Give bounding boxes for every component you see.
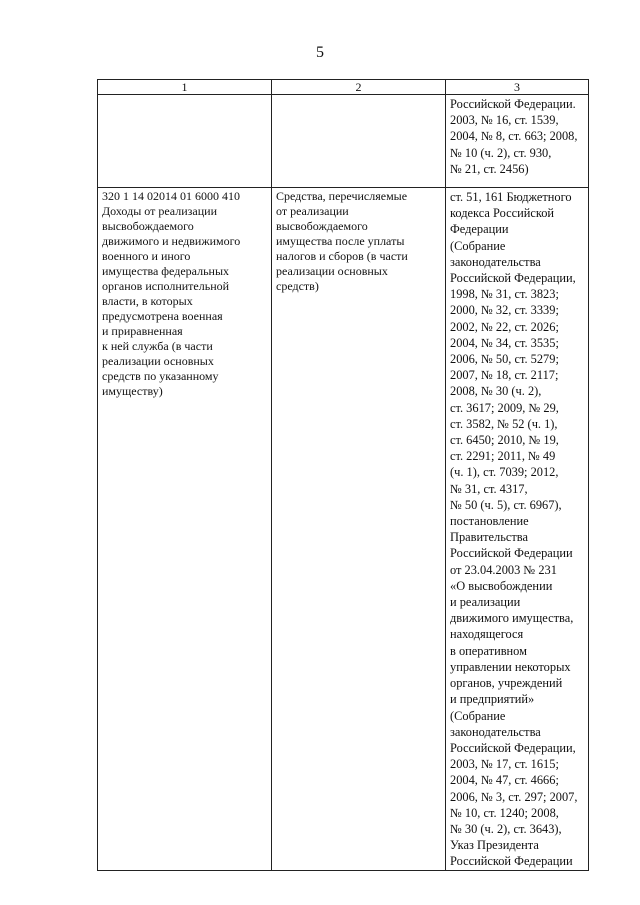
- income-source-description: Средства, перечисляемые от реализации высвобождаемого имущества после уплаты налогов и сборов (в части реализации основных средств): [276, 189, 408, 293]
- table-row-continuation: [98, 95, 589, 188]
- table-cell: [98, 188, 272, 871]
- table-cell: [446, 188, 589, 871]
- table-cell: [272, 95, 446, 188]
- table-cell: [98, 95, 272, 188]
- column-header-3: 3: [446, 80, 589, 95]
- cell-text-col3: Российской Федерации. 2003, № 16, ст. 1539, 2004, № 8, ст. 663; 2008, № 10 (ч. 2), ст. 930, № 21, ст. 2456): [450, 97, 578, 176]
- page-number: 5: [316, 44, 324, 61]
- table-cell: [446, 95, 589, 188]
- table-cell: [272, 188, 446, 871]
- cell-text-col1: [98, 95, 271, 96]
- document-table: [97, 79, 589, 871]
- table-row-income-code: [98, 188, 589, 871]
- legal-references: ст. 51, 161 Бюджетного кодекса Российской Федерации (Собрание законодательства Российской Федерации, 1998, № 31, ст. 3823; 2000, № 32, ст. 3339; 2002, № 22, ст. 2026; 2004, № 34, ст. 3535; 2006, № 50, ст. 5279; 2007, № 18, ст. 2117; 2008, № 30 (ч. 2), ст. 3617; 2009, № 29, ст. 3582, № 52 (ч. 1), ст. 6450; 2010, № 19, ст. 2291; 2011, № 49 (ч. 1), ст. 7039; 2012, № 31, ст. 4317, № 50 (ч. 5), ст. 6967), постановление Правительства Российской Федерации от 23.04.2003 № 231 «О высвобождении и реализации движимого имущества, находящегося в оперативном управлении некоторых органов, учреждений и предприятий» (Собрание законодательства Российской Федерации, 2003, № 17, ст. 1615; 2004, № 47, ст. 4666; 2006, № 3, ст. 297; 2007, № 10, ст. 1240; 2008, № 30 (ч. 2), ст. 3643), Указ Президента Российской Федерации: [450, 190, 578, 869]
- column-header-1: 1: [98, 80, 272, 95]
- column-header-2: 2: [272, 80, 446, 95]
- table-header-row: [98, 80, 589, 95]
- cell-text-col2: [272, 95, 445, 96]
- income-code-description: 320 1 14 02014 01 6000 410 Доходы от реализации высвобождаемого движимого и недвижимого военного и иного имущества федеральных органов исполнительной власти, в которых предусмотрена военная и приравненная к ней служба (в части реализации основных средств по указанному имуществу): [102, 189, 241, 398]
